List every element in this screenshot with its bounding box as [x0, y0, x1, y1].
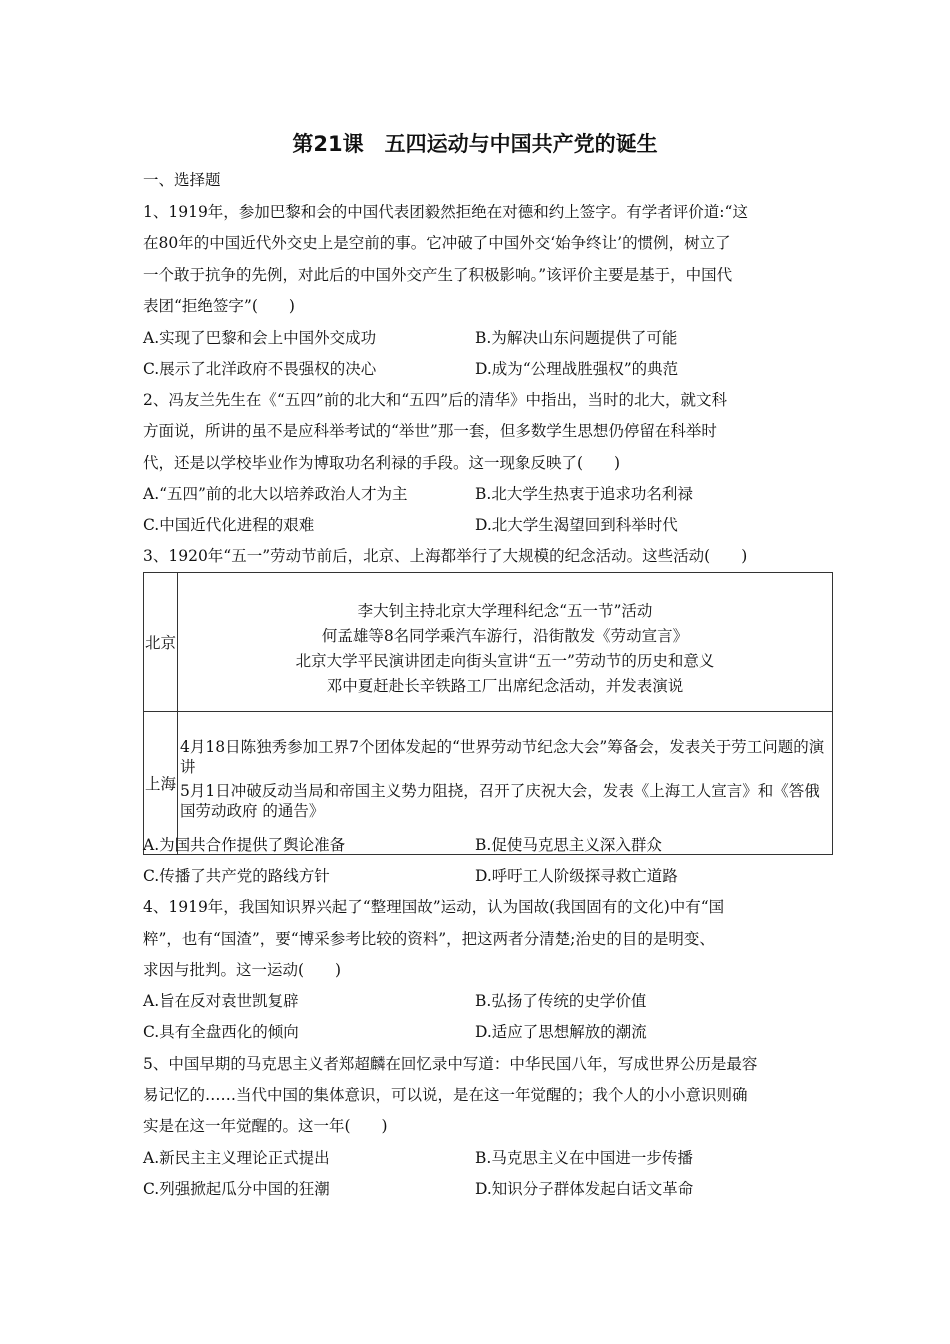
- q5-option-d: D.知识分子群体发起白话文革命: [475, 1180, 694, 1198]
- shanghai-item: 4月18日陈独秀参加工界7个团体发起的“世界劳动节纪念大会”筹备会，发表关于劳工问题的演讲: [180, 738, 825, 776]
- q1-option-d: D.成为“公理战胜强权”的典范: [475, 360, 679, 378]
- q5-line: 实是在这一年觉醒的。这一年( ): [143, 1117, 388, 1135]
- beijing-item: 邓中夏赶赴长辛铁路工厂出席纪念活动，并发表演说: [326, 677, 684, 695]
- q2-line: 代，还是以学校毕业作为博取功名利禄的手段。这一现象反映了( ): [143, 454, 621, 472]
- q4-line: 求因与批判。这一运动( ): [143, 961, 342, 979]
- q3-option-d: D.呼吁工人阶级探寻救亡道路: [475, 867, 678, 885]
- q2-option-d: D.北大学生渴望回到科举时代: [475, 516, 678, 534]
- q4-option-d: D.适应了思想解放的潮流: [475, 1023, 647, 1041]
- city-shanghai: 上海: [144, 712, 178, 855]
- q1-line: 在80年的中国近代外交史上是空前的事。它冲破了中国外交‘始争终让’的惯例，树立了: [143, 234, 731, 252]
- q2-option-a: A.“五四”前的北大以培养政治人才为主: [143, 485, 408, 503]
- q4-option-a: A.旨在反对袁世凯复辟: [143, 992, 299, 1010]
- beijing-item: 李大钊主持北京大学理科纪念“五一节”活动: [357, 602, 653, 620]
- q2-line: 2、冯友兰先生在《“五四”前的北大和“五四”后的清华》中指出，当时的北大，就文科: [143, 391, 728, 409]
- q3-option-b: B.促使马克思主义深入群众: [475, 836, 662, 854]
- beijing-activities: [178, 573, 833, 712]
- q1-option-a: A.实现了巴黎和会上中国外交成功: [143, 329, 377, 347]
- shanghai-item: 5月1日冲破反动当局和帝国主义势力阻挠，召开了庆祝大会，发表《上海工人宣言》和《答俄国劳动政府 的通告》: [180, 782, 820, 820]
- q5-option-c: C.列强掀起瓜分中国的狂潮: [143, 1180, 330, 1198]
- q1-line: 1、1919年，参加巴黎和会的中国代表团毅然拒绝在对德和约上签字。有学者评价道:“这: [143, 203, 748, 221]
- q2-option-c: C.中国近代化进程的艰难: [143, 516, 315, 534]
- q1-option-c: C.展示了北洋政府不畏强权的决心: [143, 360, 377, 378]
- q4-option-c: C.具有全盘西化的倾向: [143, 1023, 299, 1041]
- q4-option-b: B.弘扬了传统的史学价值: [475, 992, 647, 1010]
- q1-option-b: B.为解决山东问题提供了可能: [475, 329, 678, 347]
- q3-option-a: A.为国共合作提供了舆论准备: [143, 836, 346, 854]
- q5-line: 5、中国早期的马克思主义者郑超麟在回忆录中写道：中华民国八年，写成世界公历是最容: [143, 1055, 758, 1073]
- city-beijing: 北京: [144, 573, 178, 712]
- q2-line: 方面说，所讲的虽不是应科举考试的“举世”那一套，但多数学生思想仍停留在科举时: [143, 422, 717, 440]
- q4-line: 4、1919年，我国知识界兴起了“整理国故”运动，认为国故(我国固有的文化)中有“国: [143, 898, 725, 916]
- q5-option-a: A.新民主主义理论正式提出: [143, 1149, 330, 1167]
- q1-line: 表团“拒绝签字”( ): [143, 297, 295, 315]
- beijing-item: 北京大学平民演讲团走向街头宣讲“五一”劳动节的历史和意义: [295, 652, 715, 670]
- section-heading: 一、选择题: [143, 171, 221, 189]
- q2-option-b: B.北大学生热衷于追求功名利禄: [475, 485, 693, 503]
- beijing-item: 何孟雄等8名同学乘汽车游行，沿街散发《劳动宣言》: [321, 627, 689, 645]
- page-title: 第21课 五四运动与中国共产党的诞生: [292, 132, 658, 156]
- q3-option-c: C.传播了共产党的路线方针: [143, 867, 330, 885]
- q5-option-b: B.马克思主义在中国进一步传播: [475, 1149, 693, 1167]
- q4-line: 粹”，也有“国渣”，要“博采参考比较的资料”，把这两者分清楚;治史的目的是明变、: [143, 930, 715, 948]
- q3-table: [143, 572, 833, 855]
- q3-line: 3、1920年“五一”劳动节前后，北京、上海都举行了大规模的纪念活动。这些活动( ): [143, 547, 748, 565]
- q5-line: 易记忆的……当代中国的集体意识，可以说，是在这一年觉醒的；我个人的小小意识则确: [143, 1086, 748, 1104]
- q1-line: 一个敢于抗争的先例，对此后的中国外交产生了积极影响。”该评价主要是基于，中国代: [143, 266, 733, 284]
